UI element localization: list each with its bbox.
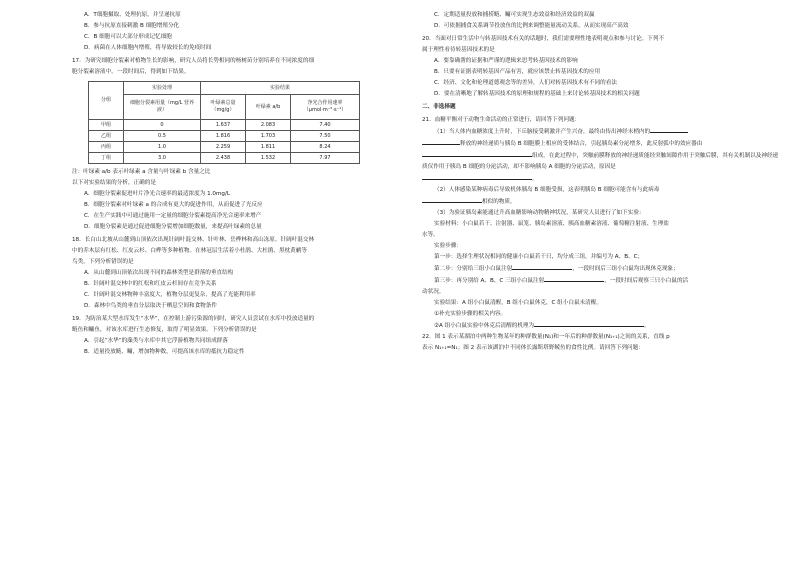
cell: 1.816 — [201, 131, 246, 142]
q22-stem-line2: 表示 N₁₊₁=N₁；图 2 表示该湖泊中不同体长露斯塔野鲮鱼的食性比例。请回答下列问题： — [422, 345, 644, 351]
q21-steps-title: 实验步骤： — [434, 243, 462, 249]
q16-option-a: A．T细胞摄取、处理抗原，并呈递抗原 — [84, 12, 181, 18]
text: （1）当人体内血糖浓度上升时，下丘脑接受刺激并产生兴奋，最终由传出神经末梢内的 — [434, 129, 651, 135]
q17-option-a: A．细胞分裂素促进叶片净光合速率的最适浓度为 1.0mg/L — [84, 191, 230, 197]
q17-option-c: C．在生产实践中可通过施用一定量的细胞分裂素提高净光合速率来增产 — [84, 213, 262, 219]
q21-materials-line1: 实验材料：小白鼠若干、注射器、鼠笼、胰岛素溶液、胰高血糖素溶液、葡萄糖注射液、生理盐 — [434, 221, 669, 227]
q17-option-b: B．细胞分裂素对叶绿素 a 的合成有更大的促进作用，从而促进了光反应 — [84, 202, 263, 208]
cell: 8.24 — [291, 142, 360, 153]
q19-option-d: D．可依据捕食关系调节投放鱼的比例来调整能量流动关系，从而实现高产高效 — [434, 23, 629, 29]
q21-step1: 第一步：选择生理状况相同的健康小白鼠若干只，均分成三组，并编号为 A、B、C； — [434, 254, 644, 260]
q21-sub1: ①补充实验步骤的相关内容。 — [434, 311, 507, 317]
section-heading: 二、非选择题 — [422, 104, 456, 110]
q16-option-d: D．病菌在人体细胞内增殖，将导致较长的免疫时间 — [84, 45, 212, 51]
cell: 1.703 — [246, 131, 291, 142]
q21-part3: （3）为验证胰岛素能通过升高血糖影响动物精神状况，某研究人员进行了如下实验： — [434, 210, 645, 216]
q17-stem-line2: 胞分裂素溶液中，一段时间后，得到如下结果。 — [72, 69, 190, 75]
q16-option-c: C．B 细胞可以大部分形成记忆细胞 — [84, 34, 172, 40]
text: 第二步：分别给三组小白鼠注射 — [434, 266, 513, 272]
table-row — [89, 142, 360, 153]
q17-option-d: D．细胞分裂素是通过促进细胞分裂增加细胞数量，来提高叶绿素的总量 — [84, 224, 262, 230]
cell: 1.811 — [246, 142, 291, 153]
q20-stem-line2: 属于理性看待转基因技术的是 — [422, 47, 495, 53]
table-row — [89, 131, 360, 142]
q18-stem-line2: 中的乔木层有红松、红皮云杉、白桦等多种植物。在林冠层生活着小杜鹃、大杜鹃、黑枕黄鹂等 — [72, 248, 307, 254]
q21-step3 — [422, 275, 722, 287]
q20-option-d: D．要在清晰地了解转基因技术的原理和规程的基础上来讨论转基因技术的相关问题 — [434, 91, 640, 97]
cell: 乙组 — [89, 131, 124, 142]
q21-part2-line1: （2）人体感染某种病毒后导致机体胰岛 B 细胞受损，这表明胰岛 B 细胞可能含有与此病毒 — [434, 187, 660, 193]
th-cytokinin-dose: 细胞分裂素用量（mg/L 营养液） — [124, 95, 201, 120]
q21-result: 实验结果：A 组小白鼠清醒，B 组小白鼠休克，C 组小白鼠未清醒。 — [434, 300, 602, 306]
cell: 2.259 — [201, 142, 246, 153]
q17-ask: 以下对实验结果的分析，正确的是 — [72, 180, 156, 186]
q22-stem-line1: 22．图 1 表示某湖泊中两种生物某年的种群数量(N₁)和一年后的种群数量(N₁₊₁)之间的关系，直线 p — [422, 334, 670, 340]
right-column — [422, 10, 779, 354]
cell: 丙组 — [89, 142, 124, 153]
answer-blank[interactable] — [512, 263, 572, 270]
th-group: 分组 — [89, 82, 124, 120]
q21-stem: 21．血糖平衡对于动物生命活动的正常进行，请回答下列问题： — [422, 117, 581, 123]
text: 组成。在此过程中，突触前膜释放的神经递质能经突触间隙作用于突触后膜，其有关机制以及神经递 — [532, 153, 779, 159]
q18-option-c: C．针阔叶混交林物种丰富度大，植物分层更复杂，提高了光能利用率 — [84, 292, 256, 298]
text: ②A 组小白鼠实验中休克后清醒的机理为 — [434, 323, 535, 329]
left-column — [72, 10, 377, 358]
answer-blank[interactable] — [422, 138, 460, 145]
cell: 0.5 — [124, 131, 201, 142]
q16-option-b: B．参与抗原直接刺激 B 细胞增殖分化 — [84, 23, 180, 29]
cell: 0 — [124, 120, 201, 131]
answer-blank[interactable] — [422, 173, 532, 180]
q20-option-c: C．经济、文化和伦理道德观念等的差异，人们对转基因技术有不同的看法 — [434, 80, 617, 86]
q19-option-c: C．定期适量投放和捕捞鲢、鳙可实现生态效益和经济效益的双赢 — [434, 12, 595, 18]
cell: 7.40 — [291, 120, 360, 131]
cell: 2.438 — [201, 153, 246, 164]
q21-part1-line4: 质仅作用于胰岛 B 细胞的分泌活动，却不影响胰岛 A 细胞的分泌活动，原因是 — [422, 164, 616, 170]
q21-step2 — [422, 263, 722, 275]
answer-blank[interactable] — [650, 126, 688, 133]
q21-step3-cont: 动状况。 — [422, 289, 445, 295]
text: 相似的物质。 — [482, 199, 516, 205]
table-row — [89, 120, 360, 131]
th-treatment: 实验处理 — [124, 82, 201, 95]
cell: 1.532 — [246, 153, 291, 164]
cell: 丁组 — [89, 153, 124, 164]
q18-option-b: B．针阔叶混交林中的红松和红皮云杉间存在竞争关系 — [84, 281, 217, 287]
q20-option-b: B．只要有证据表明转基因产品有害，就应该禁止转基因技术的应用 — [434, 69, 601, 75]
text: ，一段时间后三组小白鼠均出现休克现象； — [572, 266, 679, 272]
q21-part1-line3 — [422, 150, 779, 162]
cell: 7.50 — [291, 131, 360, 142]
q21-part1-line5: 。 — [422, 173, 722, 185]
q18-option-a: A．从山麓到山顶依次出现不同的森林类型是群落的垂直结构 — [84, 270, 234, 276]
cell: 7.97 — [291, 153, 360, 164]
cell: 甲组 — [89, 120, 124, 131]
cell: 2.083 — [246, 120, 291, 131]
q17-stem-line1: 17．为研究细胞分裂素对植物生长的影响，研究人员将长势相同的杨树苗分别培养在不同浓度的细 — [72, 58, 315, 64]
q19-option-a: A．引起“水华”的藻类与水库中其它浮游植物共同组成群落 — [84, 338, 228, 344]
q21-sub2: ②A 组小白鼠实验中休克后清醒的机理为 。 — [422, 320, 722, 332]
q21-part1-line2 — [422, 138, 722, 150]
q19-option-b: B．适量投放鲢、鳙，增加物种数，可提高该水库的抵抗力稳定性 — [84, 349, 245, 355]
q18-stem-line1: 18．长白山北坡从山麓到山顶依次出现针阔叶混交林、针叶林、岳桦林和高山冻原。针阔叶混交林 — [72, 237, 315, 243]
th-net-photosynthesis: 净光合作用速率（μmol·m⁻²·s⁻¹） — [291, 95, 360, 120]
q18-stem-line3: 鸟类。下列分析错误的是 — [72, 259, 134, 265]
q20-option-a: A．要靠确凿的证据和严谨的逻辑来思考转基因技术的影响 — [434, 58, 578, 64]
q18-option-d: D．森林中鸟类的垂直分层取决于栖息空间和食物条件 — [84, 303, 217, 309]
q20-stem-line1: 20．当面对日常生活中与转基因技术有关的话题时，我们需要理性地表明观点和参与讨论。下列不 — [422, 36, 665, 42]
answer-blank[interactable] — [534, 320, 644, 327]
cell: 1.637 — [201, 120, 246, 131]
th-chlorophyll-ab: 叶绿素 a/b — [246, 95, 291, 120]
table-row — [89, 153, 360, 164]
cell: 1.0 — [124, 142, 201, 153]
q21-part2-line2 — [422, 196, 722, 208]
answer-blank[interactable] — [422, 150, 532, 157]
answer-blank[interactable] — [422, 196, 482, 203]
text: ，一段时间后观察三只小白鼠的活 — [604, 278, 689, 284]
q19-stem-line2: 鲢鱼和鳙鱼，对该水库进行生态修复，取得了明显效果。下列分析错误的是 — [72, 327, 257, 333]
q21-materials-line2: 水等。 — [422, 232, 439, 238]
th-chlorophyll-total: 叶绿素总量（mg/g） — [201, 95, 246, 120]
experiment-table — [88, 81, 360, 164]
th-result: 实验结果 — [201, 82, 360, 95]
q21-part1-line1 — [422, 126, 722, 138]
text: 第三步：再分别给 A、B、C 三组小白鼠注射 — [434, 278, 545, 284]
text: 释放的神经递质与胰岛 B 细胞膜上相应的受体结合，引起胰岛素分泌增多，此反射弧中的效应器由 — [460, 141, 703, 147]
q19-stem-line1: 19．为防治某大型水库发生“水华”，在控制上游污染源的同时，研究人员尝试在水库中投放适量的 — [72, 316, 315, 322]
q17-note: 注：叶绿素 a/b 表示叶绿素 a 含量与叶绿素 b 含量之比 — [72, 169, 211, 175]
cell: 3.0 — [124, 153, 201, 164]
answer-blank[interactable] — [544, 275, 604, 282]
